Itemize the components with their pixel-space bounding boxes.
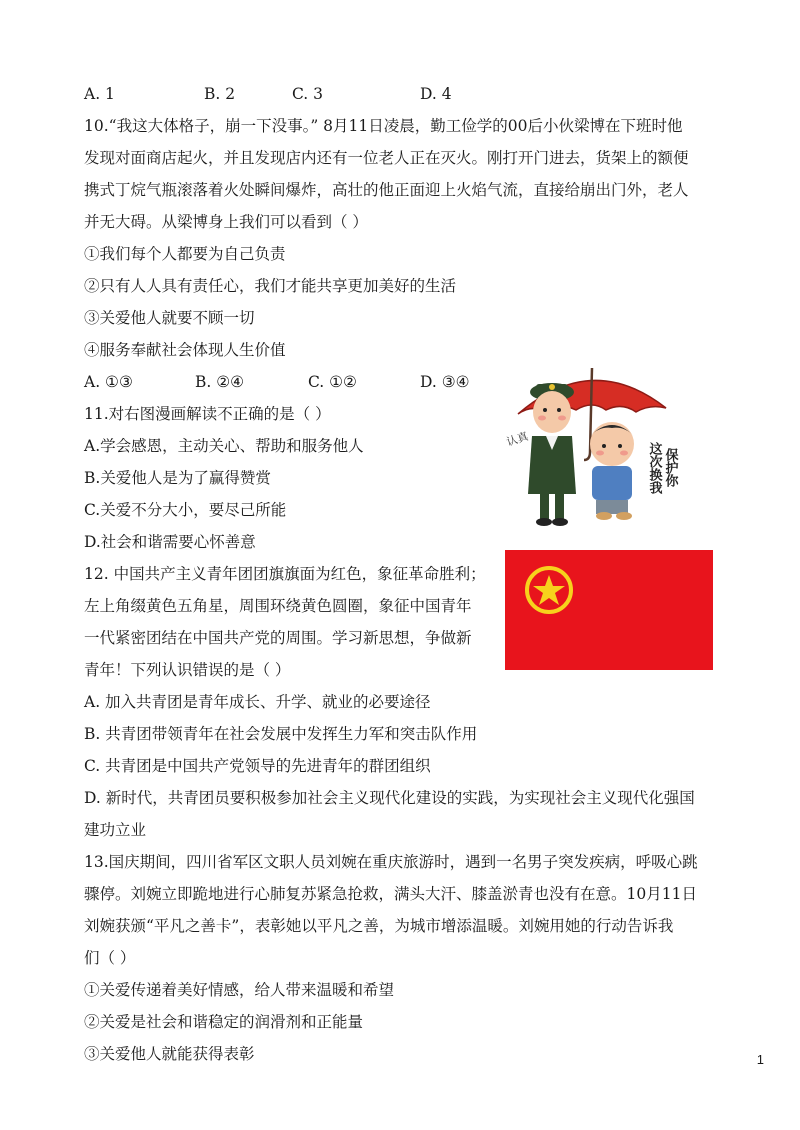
- cartoon-left-text: 认真: [504, 429, 530, 449]
- q12-option-c: C. 共青团是中国共产党领导的先进青年的群团组织: [84, 757, 431, 775]
- q12-stem-line-4: 青年！下列认识错误的是（ ）: [84, 661, 291, 679]
- q12-option-d-continued: 建功立业: [84, 821, 147, 839]
- cartoon-right-text-1: 保护你: [662, 448, 678, 487]
- cartoon-soldier-and-boy-under-umbrella: [500, 356, 684, 532]
- q11-option-b: B.关爱他人是为了赢得赞赏: [84, 469, 271, 487]
- q12-stem-line-2: 左上角缀黄色五角星，周围环绕黄色圆圈，象征中国青年: [84, 597, 472, 615]
- q10-option-a: A. ①③: [84, 373, 133, 391]
- q9-option-d: D. 4: [420, 85, 452, 103]
- q11-option-c: C.关爱不分大小，要尽己所能: [84, 501, 287, 519]
- q13-stem-line-4: 们（ ）: [84, 949, 136, 967]
- q12-option-d: D. 新时代，共青团员要积极参加社会主义现代化建设的实践，为实现社会主义现代化强国: [84, 789, 695, 807]
- q10-statement-2: ②只有人人具有责任心，我们才能共享更加美好的生活: [84, 277, 457, 295]
- cartoon-image: [500, 356, 684, 532]
- q11-option-d: D.社会和谐需要心怀善意: [84, 533, 256, 551]
- q12-stem-line-1: 12. 中国共产主义青年团团旗旗面为红色，象征革命胜利；: [84, 565, 486, 583]
- q10-stem-line-2: 发现对面商店起火，并且发现店内还有一位老人正在灭火。刚打开门进去，货架上的额便: [84, 149, 689, 167]
- q10-option-b: B. ②④: [195, 373, 245, 391]
- q13-statement-2: ②关爱是社会和谐稳定的润滑剂和正能量: [84, 1013, 364, 1031]
- cartoon-right-text-2: 这次换我: [646, 442, 662, 494]
- q10-statement-4: ④服务奉献社会体现人生价值: [84, 341, 286, 359]
- q12-stem-line-3: 一代紧密团结在中国共产党的周围。学习新思想，争做新: [84, 629, 472, 647]
- q10-stem-line-4: 并无大碍。从梁博身上我们可以看到（ ）: [84, 213, 368, 231]
- q10-stem-line-1: 10.“我这大体格子，崩一下没事。” 8月11日凌晨，勤工俭学的00后小伙梁博在下班时他: [84, 117, 683, 135]
- q10-option-c: C. ①②: [308, 373, 357, 391]
- q10-option-d: D. ③④: [420, 373, 470, 391]
- q10-stem-line-3: 携式丁烷气瓶滚落着火处瞬间爆炸，高壮的他正面迎上火焰气流，直接给崩出门外，老人: [84, 181, 689, 199]
- q13-stem-line-2: 骤停。刘婉立即跪地进行心肺复苏紧急抢救，满头大汗、膝盖淤青也没有在意。10月11日: [84, 885, 697, 903]
- q9-option-b: B. 2: [204, 85, 236, 103]
- page-number: 1: [756, 1052, 764, 1067]
- q11-stem: 11.对右图漫画解读不正确的是（ ）: [84, 405, 331, 423]
- q13-statement-3: ③关爱他人就能获得表彰: [84, 1045, 255, 1063]
- q13-statement-1: ①关爱传递着美好情感，给人带来温暖和希望: [84, 981, 395, 999]
- q13-stem-line-1: 13.国庆期间，四川省军区文职人员刘婉在重庆旅游时，遇到一名男子突发疾病，呼吸心跳: [84, 853, 698, 871]
- q10-statement-1: ①我们每个人都要为自己负责: [84, 245, 286, 263]
- q9-option-a: A. 1: [84, 85, 115, 103]
- q10-statement-3: ③关爱他人就要不顾一切: [84, 309, 255, 327]
- q11-option-a: A.学会感恩，主动关心、帮助和服务他人: [84, 437, 364, 455]
- q12-option-b: B. 共青团带领青年在社会发展中发挥生力军和突击队作用: [84, 725, 478, 743]
- youth-league-flag: [505, 550, 713, 670]
- q12-option-a: A. 加入共青团是青年成长、升学、就业的必要途径: [84, 693, 431, 711]
- youth-league-flag-image: [505, 550, 713, 670]
- q9-option-c: C. 3: [292, 85, 324, 103]
- q13-stem-line-3: 刘婉获颁“平凡之善卡”，表彰她以平凡之善，为城市增添温暖。刘婉用她的行动告诉我: [84, 917, 674, 935]
